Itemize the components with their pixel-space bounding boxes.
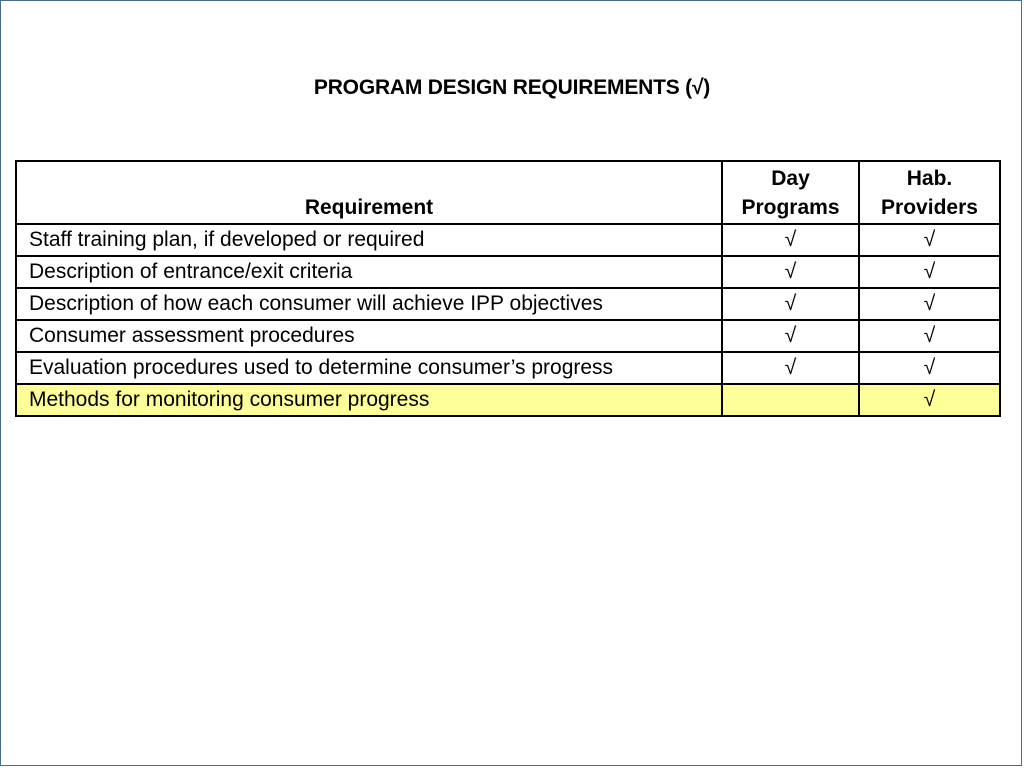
day-programs-check: √ (722, 352, 859, 384)
day-programs-check (722, 384, 859, 416)
table-row-highlighted (16, 384, 1000, 416)
hab-providers-check: √ (859, 256, 1000, 288)
header-hab-providers-line2: Providers (881, 196, 978, 219)
header-hab-providers (859, 161, 1000, 224)
header-day-programs (722, 161, 859, 224)
header-requirement-label: Requirement (304, 196, 434, 219)
table-row (16, 224, 1000, 256)
hab-providers-check: √ (859, 384, 1000, 416)
requirement-cell: Evaluation procedures used to determine consumer’s progress (16, 352, 722, 384)
hab-providers-check: √ (859, 288, 1000, 320)
requirement-cell: Description of entrance/exit criteria (16, 256, 722, 288)
table-row (16, 288, 1000, 320)
requirement-cell: Methods for monitoring consumer progress (16, 384, 722, 416)
day-programs-check: √ (722, 288, 859, 320)
hab-providers-check: √ (859, 352, 1000, 384)
header-requirement (16, 161, 722, 224)
hab-providers-check: √ (859, 320, 1000, 352)
table-row (16, 352, 1000, 384)
requirements-table (15, 160, 1001, 417)
day-programs-check: √ (722, 256, 859, 288)
hab-providers-check: √ (859, 224, 1000, 256)
day-programs-check: √ (722, 320, 859, 352)
requirement-cell: Consumer assessment procedures (16, 320, 722, 352)
page-title: PROGRAM DESIGN REQUIREMENTS (√) (313, 76, 711, 99)
table-row (16, 320, 1000, 352)
header-hab-providers-line1: Hab. (906, 167, 953, 190)
table-row (16, 256, 1000, 288)
day-programs-check: √ (722, 224, 859, 256)
requirement-cell: Staff training plan, if developed or required (16, 224, 722, 256)
requirement-cell: Description of how each consumer will achieve IPP objectives (16, 288, 722, 320)
table-header-row (16, 161, 1000, 224)
header-day-programs-line2: Programs (741, 196, 840, 219)
header-day-programs-line1: Day (771, 167, 810, 190)
